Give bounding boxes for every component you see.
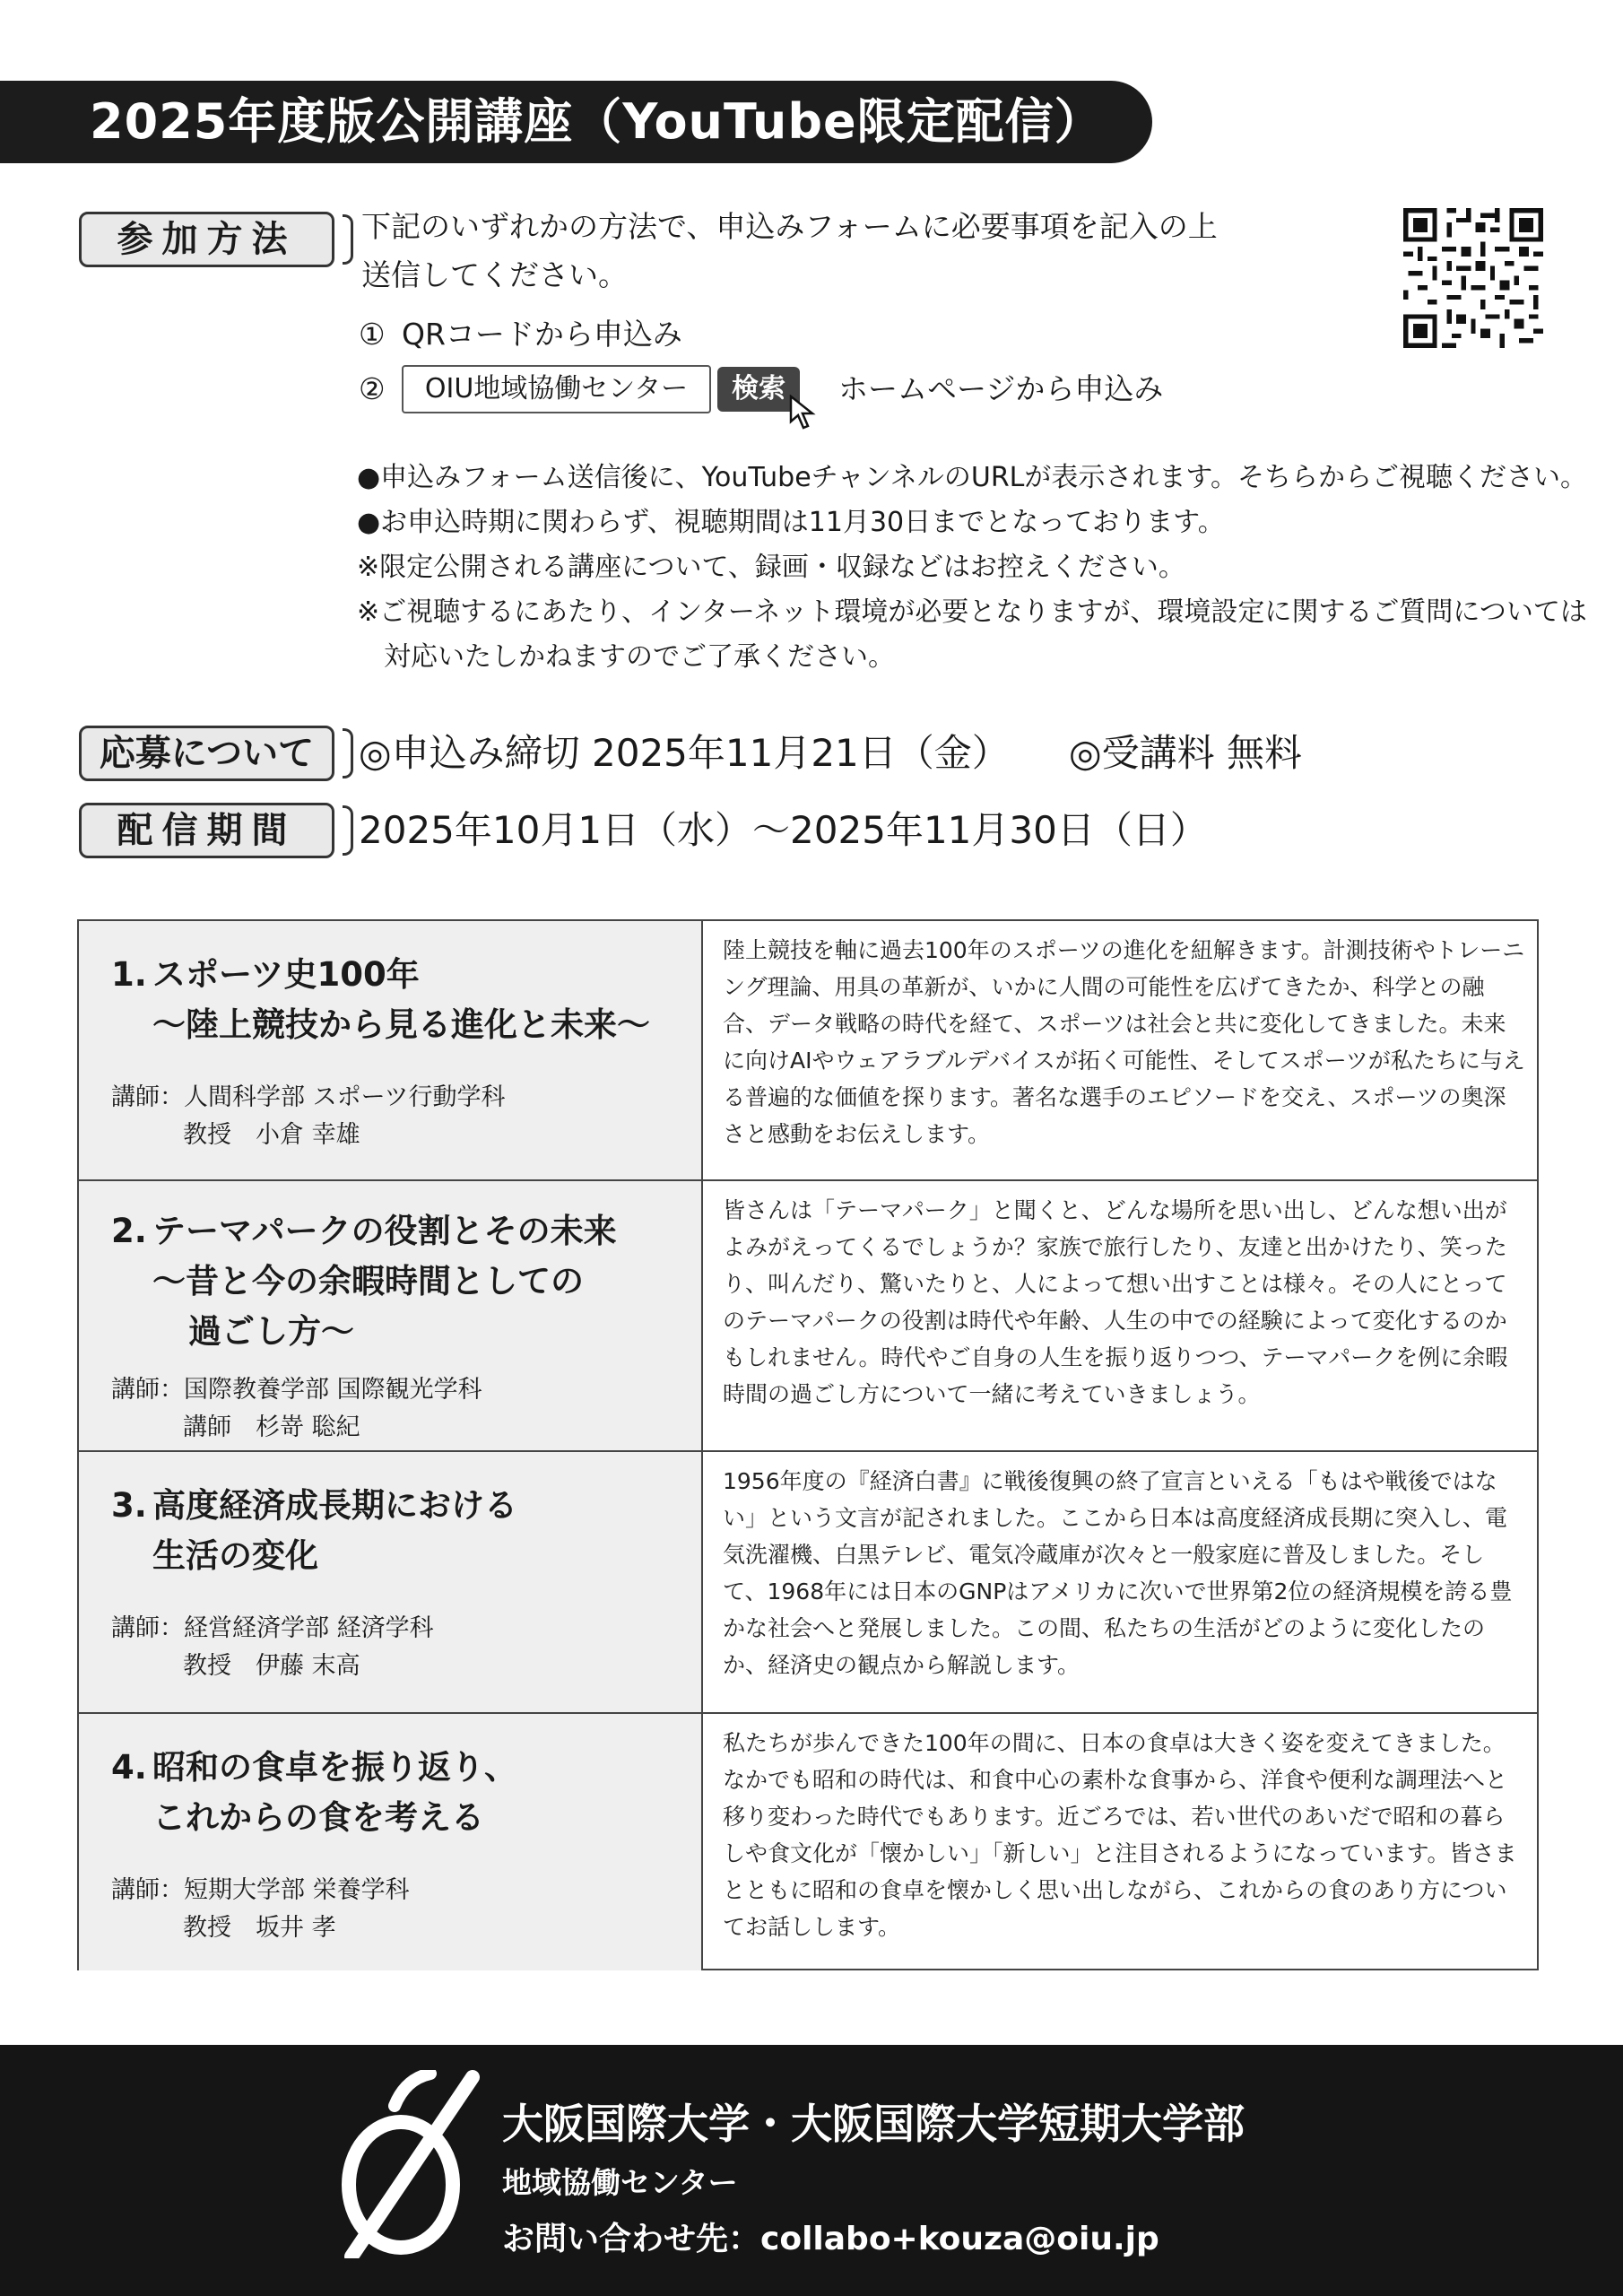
course-title-text: テーマパークの役割とその未来: [152, 1212, 617, 1250]
label-bracket: [343, 214, 353, 265]
course-left-cell: [79, 1181, 703, 1450]
course-left-cell: [79, 1714, 703, 1970]
course-lecturer: [111, 1371, 482, 1447]
university-logo-icon: [316, 2070, 486, 2258]
lecturer-department: 講師：短期大学部 栄養学科: [111, 1876, 410, 1904]
footer-contact[interactable]: お問い合わせ先：collabo+kouza@oiu.jp: [502, 2221, 1159, 2257]
course-row: [79, 1714, 1537, 1970]
lecturer-name: 教授 小倉 幸雄: [183, 1121, 360, 1149]
course-row: [79, 1452, 1537, 1714]
page-title: 2025年度版公開講座（YouTube限定配信）: [0, 81, 1152, 163]
course-row: [79, 921, 1537, 1181]
course-subtitle: これからの食を考える: [152, 1798, 484, 1837]
course-description: 私たちが歩んできた100年の間に、日本の食卓は大きく姿を変えてきました。なかでも昭和の時代は、和食中心の素朴な食事から、洋食や便利な調理法へと移り変わった時代でもあります。近ごろでは、若い世代のあいだで昭和の暮らしや食文化が「懐かしい」「新しい」と注目されるようになっています。皆さまとともに昭和の食卓を懐かしく思い出しながら、これからの食のあり方についてお話しします。: [723, 1730, 1517, 1940]
cursor-icon: [789, 395, 821, 430]
notes-list: [357, 456, 1587, 680]
footer-center: 地域協働センター: [502, 2165, 738, 2200]
course-title-text: スポーツ史100年: [152, 955, 420, 994]
course-left-cell: [79, 921, 703, 1179]
participation-label: 参加方法: [79, 212, 334, 267]
course-description: 1956年度の『経済白書』に戦後復興の終了宣言といえる「もはや戦後ではない」という文言が記されました。ここから日本は高度経済成長期に突入し、電気洗濯機、白黒テレビ、電気冷蔵庫が次々と一般家庭に普及しました。そして、1968年には日本のGNPはアメリカに次いで世界第2位の経済規模を誇る豊かな社会へと発展しました。この間、私たちの生活がどのように変化したのか、経済史の観点から解説します。: [723, 1468, 1513, 1678]
search-field[interactable]: OIU地域協働センター: [402, 365, 711, 413]
course-left-cell: [79, 1452, 703, 1712]
period-value: 2025年10月1日（水）～2025年11月30日（日）: [359, 808, 1208, 852]
course-title: [111, 1481, 517, 1581]
course-subtitle: ～陸上競技から見る進化と未来～: [152, 1005, 650, 1044]
period-label: 配信期間: [79, 803, 334, 858]
footer-organization: 大阪国際大学・大阪国際大学短期大学部: [502, 2100, 1245, 2148]
course-description: 皆さんは「テーマパーク」と聞くと、どんな場所を思い出し、どんな想い出がよみがえってくるでしょうか？家族で旅行したり、友達と出かけたり、笑ったり、叫んだり、驚いたりと、人によって想い出すことは様々。その人にとってのテーマパークの役割は時代や年齢、人生の中での経験によって変化するのかもしれません。時代やご自身の人生を振り返りつつ、テーマパークを例に余暇時間の過ごし方について一緒に考えていきましょう。: [723, 1197, 1508, 1407]
note-item: ●申込みフォーム送信後に、YouTubeチャンネルのURLが表示されます。そちらからご視聴ください。: [357, 462, 1587, 493]
course-lecturer: [111, 1872, 410, 1947]
course-number: 3.: [111, 1486, 147, 1525]
participation-line1: 下記のいずれかの方法で、申込みフォームに必要事項を記入の上: [361, 209, 1218, 244]
method1-number: ①: [359, 317, 386, 352]
course-number: 1.: [111, 955, 147, 994]
application-label: 応募について: [79, 726, 334, 781]
lecturer-name: 教授 坂井 孝: [183, 1914, 336, 1942]
course-title: [111, 1743, 517, 1843]
course-lecturer: [111, 1610, 434, 1685]
note-item: ●お申込時期に関わらず、視聴期間は11月30日までとなっております。: [357, 507, 1225, 538]
search-button[interactable]: 検索: [717, 367, 800, 412]
course-number: 2.: [111, 1212, 147, 1250]
course-description: 陸上競技を軸に過去100年のスポーツの進化を紐解きます。計測技術やトレーニング理論、用具の革新が、いかに人間の可能性を広げてきたか、科学との融合、データ戦略の時代を経て、スポーツは社会と共に変化してきました。未来に向けAIやウェアラブルデバイスが拓く可能性、そしてスポーツが私たちに与える普遍的な価値を探ります。著名な選手のエピソードを交え、スポーツの奥深さと感動をお伝えします。: [723, 937, 1525, 1147]
course-subtitle: 生活の変化: [152, 1536, 318, 1575]
lecturer-department: 講師：人間科学部 スポーツ行動学科: [111, 1083, 506, 1111]
label-bracket: [343, 728, 353, 778]
label-bracket: [343, 805, 353, 856]
lecturer-department: 講師：国際教養学部 国際観光学科: [111, 1376, 482, 1404]
course-title: [111, 1206, 617, 1357]
footer: [0, 2045, 1623, 2296]
application-deadline: ◎申込み締切 2025年11月21日（金）: [359, 731, 1010, 775]
lecturer-name: 講師 杉嵜 聡紀: [183, 1413, 360, 1441]
application-fee: ◎受講料 無料: [1069, 731, 1302, 775]
participation-line2: 送信してください。: [361, 257, 628, 292]
lecturer-department: 講師：経営経済学部 経済学科: [111, 1614, 434, 1642]
course-row: [79, 1181, 1537, 1452]
lecturer-name: 教授 伊藤 末高: [183, 1652, 360, 1680]
course-table: [77, 919, 1539, 1970]
course-title: [111, 950, 650, 1050]
method2-suffix: ホームページから申込み: [838, 371, 1164, 406]
course-title-text: 昭和の食卓を振り返り、: [152, 1748, 517, 1787]
course-lecturer: [111, 1079, 506, 1154]
course-subtitle: ～昔と今の余暇時間としての: [152, 1262, 584, 1300]
note-item: ※限定公開される講座について、録画・収録などはお控えください。: [357, 552, 1185, 583]
note-item: 対応いたしかねますのでご了承ください。: [384, 641, 895, 673]
method2-number: ②: [359, 371, 386, 406]
method1-text: QRコードから申込み: [402, 317, 682, 352]
course-title-text: 高度経済成長期における: [152, 1486, 517, 1525]
course-subtitle-2: 過ごし方～: [188, 1312, 354, 1351]
qr-code-icon[interactable]: [1403, 208, 1543, 348]
note-item: ※ご視聴するにあたり、インターネット環境が必要となりますが、環境設定に関するご質問については: [357, 596, 1587, 628]
course-number: 4.: [111, 1748, 147, 1787]
